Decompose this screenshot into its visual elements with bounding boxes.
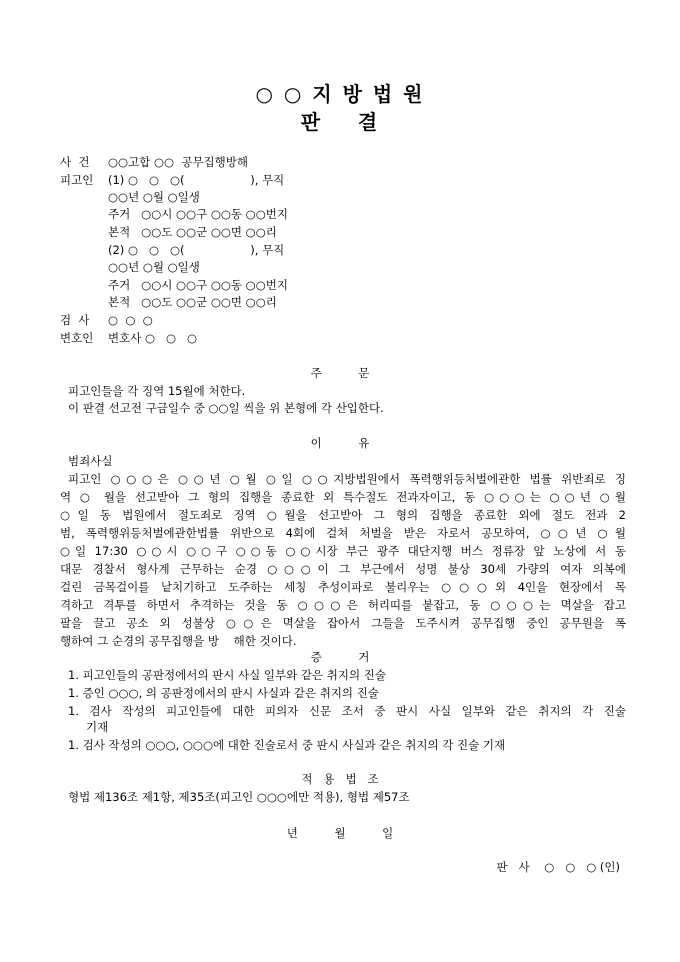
evidence-item: 1. 검사 작성의 피고인들에 대한 피의자 신문 조서 중 판시 사실 일부와 같은 취지의 각 진술 [68, 704, 626, 718]
paragraph-line: 대문 경찰서 형사계 근무하는 순경 ○○○이 그 부근에서 성명 불상 30세 가량의 여자 의복에 [60, 562, 626, 576]
counsel-label: 변호인 [60, 331, 94, 345]
defendants-label: 피고인 [60, 173, 94, 187]
defendant-1-birth: ○○년 ○월 ○일생 [108, 190, 200, 204]
prosecutor-label: 검 사 [60, 313, 90, 327]
defendant-2-address: 주거 ○○시 ○○구 ○○동 ○○번지 [108, 278, 288, 292]
evidence-item: 1. 검사 작성의 ○○○, ○○○에 대한 진술로서 중 판시 사실과 같은 취지의 각 진술 기재 [68, 738, 506, 752]
defendant-2-birth: ○○년 ○월 ○일생 [108, 260, 200, 274]
defendant-2-domicile: 본적 ○○도 ○○군 ○○면 ○○리 [108, 295, 277, 309]
paragraph-line: 역 ○ 월을 선고받아 그 형의 집행을 종료한 외 특수절도 전과자이고, 동 ○○○는 ○○년 ○월 [60, 490, 626, 504]
disposition-line-2: 이 판결 선고전 구금일수 중 ○○일 씩을 위 본형에 각 산입한다. [68, 401, 384, 415]
reasons-heading: 이 유 [310, 436, 370, 450]
applicable-law-text: 형법 제136조 제1항, 제35조(피고인 ○○○에만 적용), 형법 제57조 [68, 790, 410, 804]
prosecutor-value: ○ ○ ○ [108, 313, 153, 327]
paragraph-line: 격하고 격투를 하면서 추격하는 것을 동 ○○○은 허리띠를 붙잡고, 동 ○○○는 멱살을 잡고 [60, 598, 626, 612]
counsel-value: 변호사 ○ ○ ○ [108, 331, 198, 345]
evidence-item: 1. 피고인들의 공판정에서의 판시 사실 일부와 같은 취지의 진술 [68, 668, 386, 682]
reasons-subheading: 범죄사실 [68, 454, 113, 468]
paragraph-line: ○일 17:30 ○○시 ○○구 ○○동 ○○시장 부근 광주 대단지행 버스 정류장 앞 노상에 서 동 [60, 544, 626, 558]
paragraph-line: 피고인 ○○○은 ○○년 ○월 ○일 ○○지방법원에서 폭력행위등처벌에관한 법률 위반죄로 징 [68, 472, 626, 486]
disposition-heading: 주 문 [310, 366, 370, 380]
disposition-line-1: 피고인들을 각 징역 15월에 처한다. [68, 384, 246, 398]
applicable-law-heading: 적 용 법 조 [301, 772, 379, 786]
evidence-item: 1. 증인 ○○○, 의 공판정에서의 판시 사실과 같은 취지의 진술 [68, 686, 379, 700]
document-type: 판 결 [300, 110, 380, 134]
defendant-1-address: 주거 ○○시 ○○구 ○○동 ○○번지 [108, 207, 288, 221]
paragraph-line: 팔을 끌고 공소 외 성불상 ○○은 멱살을 잡아서 그들을 도주시켜 공무집행 중인 공무원을 폭 [60, 616, 626, 630]
defendant-2-line: (2) ○ ○ ○( ), 무직 [108, 243, 285, 257]
case-label: 사 건 [60, 155, 90, 169]
court-name: ○ ○ 지 방 법 원 [255, 82, 425, 106]
paragraph-line: 행하여 그 순경의 공무집행을 방 해한 것이다. [60, 634, 297, 648]
judge-signature: 판 사 ○ ○ ○ (인) [496, 860, 620, 874]
defendant-1-line: (1) ○ ○ ○( ), 무직 [108, 173, 285, 187]
paragraph-line: 범, 폭력행위등처벌에관한법률 위반으로 4회에 걸쳐 처벌을 받은 자로서 공모하여, ○○년 ○월 [60, 526, 626, 540]
case-value: ○○고합 ○○ 공무집행방해 [108, 155, 248, 169]
date-line: 년 월 일 [286, 826, 394, 840]
evidence-heading: 증 거 [310, 650, 370, 664]
paragraph-line: 걸린 금목걸이를 낱치기하고 도주하는 세칭 추성이파로 불리우는 ○○○외 4인을 현장에서 목 [60, 580, 626, 594]
defendant-1-domicile: 본적 ○○도 ○○군 ○○면 ○○리 [108, 225, 277, 239]
evidence-item-continuation: 기재 [86, 720, 109, 734]
paragraph-line: ○일 동 법원에서 절도죄로 징역 ○월을 선고받아 그 형의 집행을 종료한 외에 절도 전과 2 [60, 508, 626, 522]
